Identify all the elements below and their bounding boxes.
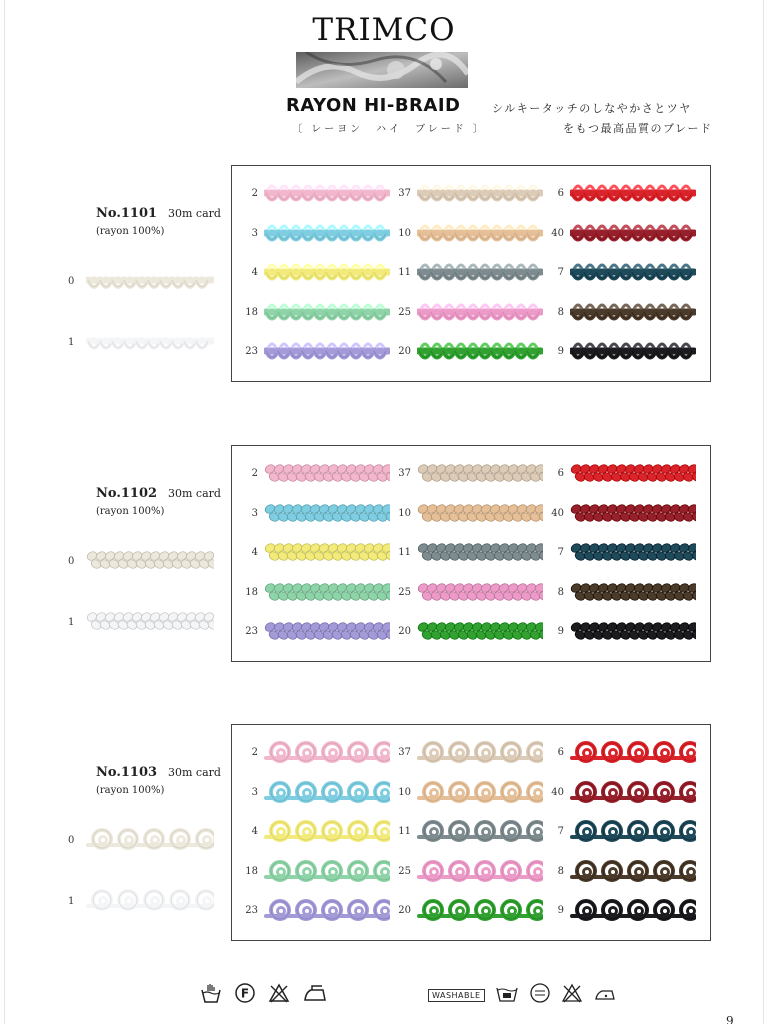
base-swatch-row bbox=[62, 542, 222, 582]
brand-logo: TRIMCO bbox=[312, 12, 456, 48]
swatch-number: 11 bbox=[398, 826, 411, 837]
color-chart-box bbox=[231, 445, 711, 662]
swatch-number: 4 bbox=[251, 267, 258, 278]
color-swatch-row bbox=[385, 854, 540, 894]
braid-swatch bbox=[417, 577, 543, 611]
color-swatch-row bbox=[232, 496, 387, 536]
braid-swatch bbox=[264, 178, 390, 212]
braid-swatch bbox=[570, 498, 696, 532]
swatch-number: 3 bbox=[251, 786, 258, 798]
color-swatch-row bbox=[385, 575, 540, 615]
swatch-number: 1 bbox=[68, 337, 75, 348]
color-swatch-row bbox=[385, 295, 540, 335]
color-column bbox=[385, 735, 540, 933]
braid-swatch bbox=[570, 577, 696, 611]
braid-swatch bbox=[264, 895, 390, 929]
color-swatch-row bbox=[232, 176, 387, 216]
braid-swatch bbox=[417, 777, 543, 811]
color-swatch-row bbox=[538, 814, 693, 854]
product-code: No.1101 bbox=[96, 206, 158, 221]
material-label: (rayon 100%) bbox=[96, 785, 165, 796]
braid-swatch bbox=[264, 816, 390, 850]
swatch-number: 8 bbox=[557, 306, 564, 318]
braid-swatch bbox=[570, 458, 696, 492]
material-label: (rayon 100%) bbox=[96, 506, 165, 517]
color-swatch-row bbox=[538, 893, 693, 933]
color-swatch-row bbox=[538, 176, 693, 216]
color-swatch-row bbox=[385, 255, 540, 295]
color-column bbox=[538, 456, 693, 654]
color-column bbox=[232, 456, 387, 654]
swatch-number: 4 bbox=[251, 547, 258, 558]
braid-swatch bbox=[417, 856, 543, 890]
braid-swatch bbox=[417, 458, 543, 492]
braid-swatch bbox=[86, 605, 214, 641]
color-swatch-row bbox=[232, 854, 387, 894]
swatch-number: 4 bbox=[251, 826, 258, 837]
card-length: 30m card bbox=[168, 766, 221, 779]
swatch-number: 37 bbox=[398, 188, 411, 199]
color-swatch-row bbox=[232, 735, 387, 775]
swatch-number: 10 bbox=[398, 507, 411, 519]
color-swatch-row bbox=[385, 176, 540, 216]
swatch-number: 7 bbox=[557, 267, 564, 278]
swatch-number: 40 bbox=[551, 227, 564, 239]
braid-swatch bbox=[417, 895, 543, 929]
swatch-number: 25 bbox=[398, 586, 411, 598]
braid-swatch bbox=[570, 178, 696, 212]
color-column bbox=[232, 176, 387, 374]
swatch-number: 37 bbox=[398, 468, 411, 479]
no-tumble-dry-icon bbox=[561, 982, 583, 1008]
color-swatch-row bbox=[385, 814, 540, 854]
braid-swatch bbox=[86, 544, 214, 580]
color-swatch-row bbox=[385, 614, 540, 654]
swatch-number: 6 bbox=[557, 468, 564, 479]
braid-swatch bbox=[570, 537, 696, 571]
braid-swatch bbox=[264, 856, 390, 890]
braid-swatch bbox=[264, 218, 390, 252]
color-swatch-row bbox=[385, 456, 540, 496]
braid-swatch bbox=[264, 616, 390, 650]
swatch-number: 9 bbox=[557, 346, 564, 357]
color-swatch-row bbox=[538, 295, 693, 335]
care-symbols-left bbox=[200, 982, 328, 1008]
page-number: 9 bbox=[726, 1014, 734, 1024]
braid-swatch bbox=[417, 218, 543, 252]
swatch-number: 20 bbox=[398, 346, 411, 357]
color-swatch-row bbox=[538, 496, 693, 536]
svg-text:F: F bbox=[240, 986, 250, 1001]
swatch-number: 0 bbox=[68, 556, 75, 567]
color-column bbox=[538, 176, 693, 374]
color-swatch-row bbox=[385, 775, 540, 815]
swatch-number: 23 bbox=[245, 346, 258, 357]
swatch-number: 37 bbox=[398, 747, 411, 758]
base-swatch-row bbox=[62, 882, 222, 922]
braid-swatch bbox=[417, 737, 543, 771]
product-reading: 〔 レーヨン ハイ ブレード 〕 bbox=[292, 124, 486, 135]
braid-swatch bbox=[86, 325, 214, 361]
color-swatch-row bbox=[385, 216, 540, 256]
color-chart-box bbox=[231, 165, 711, 382]
swatch-number: 0 bbox=[68, 276, 75, 287]
color-swatch-row bbox=[385, 496, 540, 536]
swatch-number: 9 bbox=[557, 626, 564, 637]
braid-swatch bbox=[570, 336, 696, 370]
color-swatch-row bbox=[538, 735, 693, 775]
swatch-number: 2 bbox=[251, 747, 258, 758]
swatch-number: 18 bbox=[245, 306, 258, 318]
color-column bbox=[538, 735, 693, 933]
swatch-number: 2 bbox=[251, 468, 258, 479]
color-swatch-row bbox=[385, 334, 540, 374]
color-swatch-row bbox=[538, 775, 693, 815]
swatch-number: 23 bbox=[245, 626, 258, 637]
hand-wash-icon bbox=[200, 982, 222, 1008]
swatch-number: 1 bbox=[68, 617, 75, 628]
color-swatch-row bbox=[538, 614, 693, 654]
braid-swatch bbox=[570, 895, 696, 929]
swatch-number: 23 bbox=[245, 905, 258, 916]
base-swatch-row bbox=[62, 323, 222, 363]
swatch-number: 6 bbox=[557, 188, 564, 199]
braid-swatch bbox=[417, 537, 543, 571]
color-swatch-row bbox=[232, 814, 387, 854]
swatch-number: 18 bbox=[245, 865, 258, 877]
color-chart-box bbox=[231, 724, 711, 941]
color-swatch-row bbox=[538, 334, 693, 374]
color-swatch-row bbox=[232, 535, 387, 575]
swatch-number: 2 bbox=[251, 188, 258, 199]
swatch-number: 9 bbox=[557, 905, 564, 916]
swatch-number: 18 bbox=[245, 586, 258, 598]
product-tagline-continued: をもつ最高品質のブレード bbox=[563, 122, 713, 135]
braid-swatch bbox=[570, 616, 696, 650]
braid-swatch bbox=[264, 577, 390, 611]
swatch-number: 0 bbox=[68, 835, 75, 846]
product-tagline: シルキータッチのしなやかさとツヤ bbox=[492, 102, 692, 115]
color-swatch-row bbox=[232, 614, 387, 654]
base-swatch-row bbox=[62, 821, 222, 861]
swatch-number: 20 bbox=[398, 626, 411, 637]
swatch-number: 11 bbox=[398, 267, 411, 278]
color-swatch-row bbox=[385, 535, 540, 575]
swatch-number: 10 bbox=[398, 786, 411, 798]
color-swatch-row bbox=[232, 216, 387, 256]
swatch-number: 10 bbox=[398, 227, 411, 239]
color-swatch-row bbox=[538, 575, 693, 615]
wash-30-icon bbox=[495, 982, 519, 1008]
iron-icon bbox=[593, 982, 617, 1008]
braid-swatch bbox=[86, 884, 214, 920]
product-section-1103 bbox=[0, 724, 768, 944]
product-code: No.1102 bbox=[96, 486, 158, 501]
braid-swatch bbox=[417, 178, 543, 212]
product-section-1102 bbox=[0, 445, 768, 665]
swatch-number: 3 bbox=[251, 227, 258, 239]
color-swatch-row bbox=[538, 255, 693, 295]
color-swatch-row bbox=[538, 854, 693, 894]
braid-swatch bbox=[417, 257, 543, 291]
braid-swatch bbox=[264, 257, 390, 291]
product-code: No.1103 bbox=[96, 765, 158, 780]
braid-swatch bbox=[570, 218, 696, 252]
card-length: 30m card bbox=[168, 487, 221, 500]
product-section-1101 bbox=[0, 165, 768, 385]
dry-clean-circle-icon bbox=[529, 982, 551, 1008]
swatch-number: 3 bbox=[251, 507, 258, 519]
color-swatch-row bbox=[232, 893, 387, 933]
washable-badge: WASHABLE bbox=[428, 989, 485, 1002]
braid-swatch bbox=[417, 498, 543, 532]
color-swatch-row bbox=[538, 456, 693, 496]
color-swatch-row bbox=[385, 893, 540, 933]
color-swatch-row bbox=[232, 456, 387, 496]
braid-swatch bbox=[570, 816, 696, 850]
color-column bbox=[385, 176, 540, 374]
color-swatch-row bbox=[232, 255, 387, 295]
braid-swatch bbox=[570, 777, 696, 811]
swatch-number: 1 bbox=[68, 896, 75, 907]
material-label: (rayon 100%) bbox=[96, 226, 165, 237]
braid-swatch bbox=[417, 336, 543, 370]
braid-swatch bbox=[570, 856, 696, 890]
braid-swatch bbox=[264, 777, 390, 811]
color-swatch-row bbox=[232, 295, 387, 335]
braid-swatch bbox=[417, 616, 543, 650]
product-title: RAYON HI-BRAID bbox=[286, 95, 461, 116]
braid-swatch bbox=[264, 336, 390, 370]
base-swatch-row bbox=[62, 262, 222, 302]
color-swatch-row bbox=[232, 575, 387, 615]
swatch-number: 11 bbox=[398, 547, 411, 558]
color-column bbox=[232, 735, 387, 933]
braid-swatch bbox=[417, 297, 543, 331]
swatch-number: 8 bbox=[557, 865, 564, 877]
base-swatch-row bbox=[62, 603, 222, 643]
braid-swatch bbox=[86, 264, 214, 300]
color-swatch-row bbox=[538, 535, 693, 575]
swatch-number: 40 bbox=[551, 786, 564, 798]
header-photo bbox=[296, 52, 468, 88]
braid-swatch bbox=[570, 257, 696, 291]
braid-swatch bbox=[264, 297, 390, 331]
braid-swatch bbox=[264, 737, 390, 771]
color-column bbox=[385, 456, 540, 654]
swatch-number: 40 bbox=[551, 507, 564, 519]
swatch-number: 7 bbox=[557, 547, 564, 558]
braid-swatch bbox=[570, 737, 696, 771]
braid-swatch bbox=[264, 458, 390, 492]
braid-swatch bbox=[417, 816, 543, 850]
swatch-number: 7 bbox=[557, 826, 564, 837]
color-swatch-row bbox=[232, 334, 387, 374]
braid-swatch bbox=[264, 537, 390, 571]
color-swatch-row bbox=[232, 775, 387, 815]
braid-swatch bbox=[570, 297, 696, 331]
no-bleach-icon bbox=[268, 982, 290, 1008]
swatch-number: 25 bbox=[398, 865, 411, 877]
swatch-number: 8 bbox=[557, 586, 564, 598]
braid-swatch bbox=[86, 823, 214, 859]
color-swatch-row bbox=[538, 216, 693, 256]
dry-clean-f-icon bbox=[234, 982, 256, 1008]
iron-low-icon bbox=[302, 982, 328, 1008]
swatch-number: 20 bbox=[398, 905, 411, 916]
swatch-number: 25 bbox=[398, 306, 411, 318]
care-symbols-right bbox=[428, 982, 617, 1008]
color-swatch-row bbox=[385, 735, 540, 775]
braid-swatch bbox=[264, 498, 390, 532]
card-length: 30m card bbox=[168, 207, 221, 220]
swatch-number: 6 bbox=[557, 747, 564, 758]
